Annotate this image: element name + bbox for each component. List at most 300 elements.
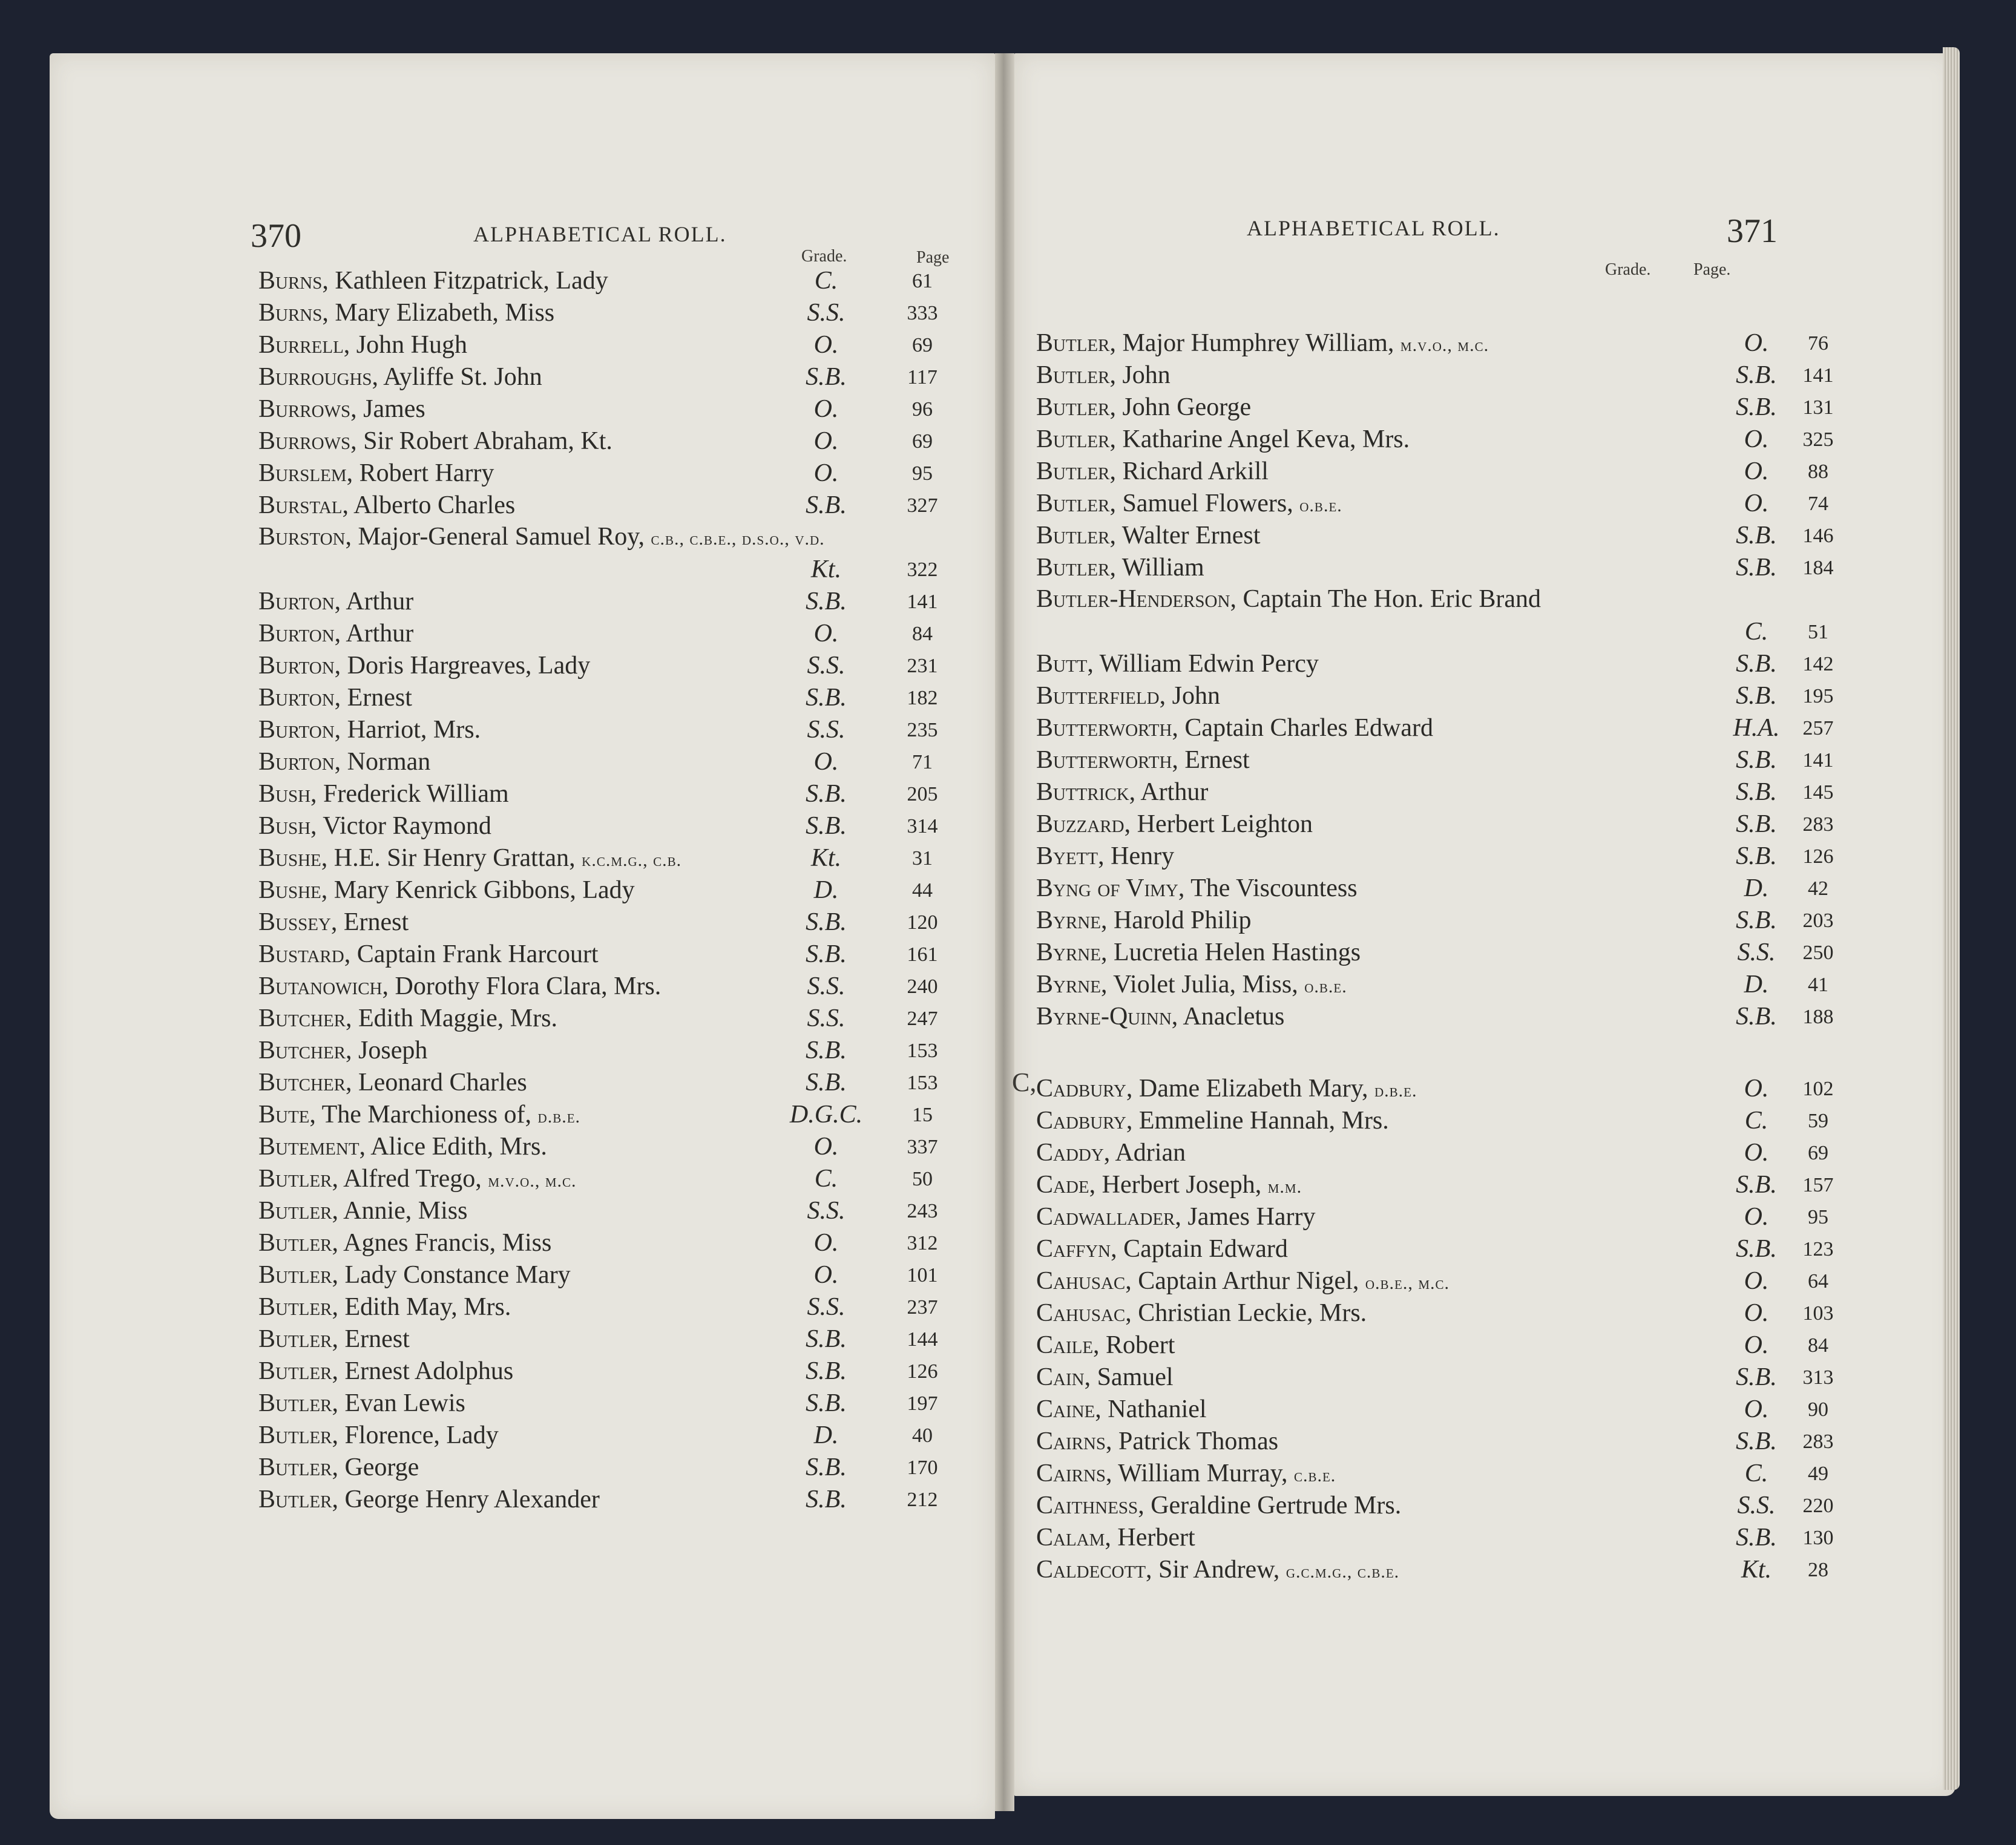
roll-entry [1036, 1105, 1932, 1137]
entry-surname: Butler [1036, 393, 1110, 421]
entry-surname: Butler [1036, 457, 1110, 485]
entry-forenames: , Leonard Charles [346, 1069, 527, 1096]
entry-grade: S.B. [1736, 906, 1777, 934]
roll-entry [1036, 969, 1932, 1001]
entry-honours: o.b.e. [1304, 977, 1347, 997]
entry-grade: O. [813, 427, 839, 455]
entry-surname: Caddy [1036, 1139, 1104, 1167]
entry-page: 126 [907, 1360, 938, 1383]
roll-entry [1036, 1426, 1932, 1458]
roll-entry [1036, 712, 1932, 744]
entry-forenames: , Ernest [1172, 746, 1250, 774]
entry-grade: D.G.C. [789, 1101, 863, 1129]
roll-entry [1036, 873, 1932, 905]
entry-forenames: , Herbert Leighton [1124, 810, 1313, 838]
entry-page: 84 [1808, 1334, 1828, 1357]
roll-entry [1036, 359, 1932, 392]
entry-page: 250 [1802, 942, 1834, 964]
roll-entry [1036, 1490, 1932, 1522]
entry-forenames: , Katharine Angel Keva, Mrs. [1109, 425, 1410, 453]
entry-surname: Butterworth [1036, 746, 1172, 774]
entry-name [1036, 1362, 1174, 1394]
entry-grade: O. [813, 620, 839, 647]
entry-surname: Burrows [258, 427, 351, 455]
entry-forenames: , Sir Robert Abraham, Kt. [350, 427, 612, 455]
entry-grade: O. [1744, 1299, 1769, 1327]
roll-entry [258, 939, 1015, 971]
entry-name [258, 714, 481, 746]
entry-grade: S.B. [1736, 393, 1777, 421]
entry-page: 101 [907, 1264, 938, 1286]
entry-page: 333 [907, 302, 938, 324]
roll-entry [258, 1259, 1015, 1291]
entry-page: 313 [1802, 1366, 1834, 1389]
roll-entry [1036, 584, 1932, 648]
entry-name [258, 1035, 427, 1067]
entry-name [258, 586, 413, 618]
entry-grade: O. [1744, 457, 1769, 485]
roll-entry [258, 1323, 1015, 1355]
roll-entry [1036, 1169, 1932, 1201]
entry-name [1036, 1001, 1284, 1033]
entry-page: 153 [907, 1072, 938, 1094]
entry-name [258, 778, 509, 810]
entry-forenames: , H.E. Sir Henry Grattan, [321, 844, 576, 872]
entry-forenames: , William Murray, [1106, 1460, 1288, 1487]
entry-grade: H.A. [1733, 714, 1780, 742]
entry-name [258, 971, 661, 1003]
entry-page: 146 [1802, 525, 1834, 547]
roll-entry [258, 1195, 1015, 1227]
entry-name [1036, 1137, 1186, 1169]
entry-grade: S.B. [1736, 1235, 1777, 1263]
entry-forenames: , Violet Julia, Miss, [1100, 971, 1298, 998]
entry-grade: S.B. [806, 1357, 847, 1385]
entry-forenames: , Arthur [334, 620, 414, 647]
entry-surname: Byrne-Quinn [1036, 1003, 1172, 1031]
entry-surname: Caithness [1036, 1492, 1138, 1519]
entry-grade: O. [1744, 1267, 1769, 1295]
entry-grade: O. [1744, 490, 1769, 517]
entry-surname: Burns [258, 267, 323, 295]
roll-entry [258, 490, 1015, 522]
entry-surname: Butler [258, 1293, 332, 1321]
roll-entry [1036, 1233, 1932, 1265]
entry-forenames: , Patrick Thomas [1106, 1427, 1279, 1455]
entry-page: 257 [1802, 717, 1834, 739]
entry-forenames: , Lady Constance Mary [332, 1261, 571, 1289]
entry-page: 44 [912, 879, 933, 902]
page-edges [1943, 47, 1960, 1790]
roll-entry [258, 361, 1015, 393]
entry-page: 59 [1808, 1110, 1828, 1132]
entry-page: 40 [912, 1424, 933, 1447]
entry-forenames: , Sir Andrew, [1146, 1556, 1280, 1584]
entry-surname: Cadwallader [1036, 1203, 1175, 1231]
entry-page: 61 [912, 270, 933, 292]
entry-surname: Butler [258, 1261, 332, 1289]
entry-name [1036, 1426, 1278, 1458]
entry-forenames: , John [1109, 361, 1171, 389]
entry-forenames: , Dorothy Flora Clara, Mrs. [382, 972, 662, 1000]
entry-forenames: , Geraldine Gertrude Mrs. [1138, 1492, 1402, 1519]
entry-surname: Byett [1036, 842, 1098, 870]
roll-entry [258, 1131, 1015, 1163]
roll-entry [1036, 392, 1932, 424]
entry-grade: D. [1744, 874, 1769, 902]
roll-entry [1036, 744, 1932, 776]
roll-entry [258, 522, 1015, 586]
roll-entry [258, 457, 1015, 490]
entry-name [1036, 744, 1250, 776]
entry-surname: Calam [1036, 1524, 1105, 1552]
entry-forenames: , Nathaniel [1095, 1395, 1207, 1423]
entry-name [1036, 969, 1347, 1003]
entry-page: 74 [1808, 493, 1828, 515]
entry-surname: Bute [258, 1101, 310, 1129]
entry-forenames: , Alberto Charles [342, 491, 516, 519]
entry-surname: Buzzard [1036, 810, 1125, 838]
entry-forenames: , The Marchioness of, [309, 1101, 532, 1129]
entry-forenames: , Anacletus [1171, 1003, 1285, 1031]
entry-grade: S.S. [807, 972, 845, 1000]
entry-forenames: , Alfred Trego, [332, 1165, 482, 1193]
entry-grade: O. [813, 1229, 839, 1257]
entry-surname: Cairns [1036, 1427, 1106, 1455]
roll-entry [258, 1035, 1015, 1067]
entry-grade: S.S. [807, 1293, 845, 1321]
entry-name [258, 650, 590, 682]
entry-surname: Caffyn [1036, 1235, 1111, 1263]
roll-entry [1036, 937, 1932, 969]
entry-page: 205 [907, 783, 938, 805]
roll-entry [258, 650, 1015, 682]
entry-page: 76 [1808, 332, 1828, 355]
entry-surname: Butterfield [1036, 682, 1160, 710]
entry-page: 220 [1802, 1495, 1834, 1517]
entry-name [1036, 1554, 1399, 1588]
entry-grade: S.B. [806, 684, 847, 712]
entry-name [1036, 1201, 1315, 1233]
entry-surname: Butler [1036, 522, 1110, 549]
entry-name [1036, 392, 1251, 424]
roll-entry [258, 906, 1015, 939]
roll-entry [258, 393, 1015, 425]
entry-name [1036, 1073, 1417, 1107]
entry-surname: Butler [258, 1357, 332, 1385]
entry-name [1036, 327, 1489, 361]
entry-grade: S.S. [1737, 939, 1776, 966]
entry-name [258, 393, 425, 425]
entry-name [1036, 873, 1358, 905]
entry-name [1036, 1297, 1367, 1329]
entry-forenames: , Herbert [1105, 1524, 1195, 1552]
entry-page: 170 [907, 1457, 938, 1479]
roll-entry [1036, 456, 1932, 488]
entry-honours: o.b.e. [1299, 496, 1342, 516]
entry-grade: O. [1744, 1075, 1769, 1103]
entry-page: 95 [1808, 1206, 1828, 1228]
entry-surname: Bustard [258, 940, 344, 968]
entry-forenames: , George Henry Alexander [332, 1486, 600, 1513]
entry-forenames: , Captain Charles Edward [1172, 714, 1433, 742]
entry-page: 145 [1802, 781, 1834, 804]
entry-surname: Butcher [258, 1004, 346, 1032]
entry-grade: C. [1744, 618, 1768, 646]
entry-surname: Butcher [258, 1069, 346, 1096]
entry-name [1036, 488, 1342, 522]
entry-forenames: , Henry [1098, 842, 1175, 870]
entry-name [258, 1388, 465, 1420]
entry-grade: Kt. [810, 555, 842, 583]
entry-grade: S.B. [806, 812, 847, 840]
entry-name [258, 842, 681, 876]
book-gutter [995, 53, 1014, 1811]
entry-name [258, 1484, 600, 1516]
entry-name [258, 618, 413, 650]
entry-name [258, 1259, 571, 1291]
running-header: ALPHABETICAL ROLL. [1247, 216, 1500, 240]
entry-surname: Cahusac [1036, 1267, 1126, 1295]
entry-forenames: , George [332, 1453, 419, 1481]
entry-forenames: , James [350, 395, 425, 423]
entry-forenames: , Frederick William [310, 780, 509, 808]
entry-forenames: , Richard Arkill [1109, 457, 1269, 485]
entry-surname: Butler [258, 1197, 332, 1225]
roll-entry [258, 1227, 1015, 1259]
entry-page: 69 [912, 334, 933, 356]
entry-page: 243 [907, 1200, 938, 1222]
roll-entry [1036, 1297, 1932, 1329]
entry-surname: Byng of Vimy [1036, 874, 1178, 902]
entry-surname: Byrne [1036, 906, 1101, 934]
entry-name [1036, 1329, 1175, 1362]
entry-grade: S.B. [806, 1389, 847, 1417]
entry-name [258, 522, 930, 554]
entry-page: 49 [1808, 1463, 1828, 1485]
roll-entry [1036, 680, 1932, 712]
entry-name [1036, 808, 1313, 841]
entry-honours: k.c.m.g., c.b. [582, 850, 682, 870]
entry-grade: C. [1744, 1460, 1768, 1487]
roll-entry [1036, 1362, 1932, 1394]
entry-grade: S.B. [806, 1037, 847, 1064]
entry-name [258, 1163, 577, 1197]
roll-entry [1036, 1137, 1932, 1169]
entry-grade: S.B. [1736, 1524, 1777, 1552]
entry-page: 141 [1802, 364, 1834, 387]
roll-entry [258, 1355, 1015, 1388]
entry-page: 69 [1808, 1142, 1828, 1164]
entry-grade: S.B. [1736, 682, 1777, 710]
entry-page: 50 [912, 1168, 933, 1190]
entry-page: 120 [907, 911, 938, 934]
entry-surname: Butler [258, 1421, 332, 1449]
entry-name [1036, 712, 1433, 744]
entry-name [1036, 937, 1361, 969]
entry-name [258, 457, 494, 490]
entry-page: 123 [1802, 1238, 1834, 1260]
entry-honours: d.b.e. [1374, 1081, 1417, 1101]
entry-honours: c.b., c.b.e., d.s.o., v.d. [651, 529, 825, 549]
entry-grade: S.S. [807, 299, 845, 327]
entry-page: 69 [912, 430, 933, 453]
entry-forenames: , Harold Philip [1100, 906, 1252, 934]
entry-surname: Burston [258, 523, 346, 551]
entry-grade: S.B. [1736, 810, 1777, 838]
roll-entry [258, 682, 1015, 714]
entry-page: 325 [1802, 428, 1834, 451]
roll-entry [1036, 488, 1932, 520]
entry-surname: Caile [1036, 1331, 1094, 1359]
entry-page: 126 [1802, 845, 1834, 868]
entry-name [258, 1195, 467, 1227]
entry-forenames: , Lucretia Helen Hastings [1100, 939, 1361, 966]
entry-grade: O. [1744, 1203, 1769, 1231]
entry-surname: Bussey [258, 908, 331, 936]
entry-page: 90 [1808, 1398, 1828, 1421]
entry-grade: Kt. [810, 844, 842, 872]
entry-name [258, 1227, 551, 1259]
entry-surname: Burroughs [258, 363, 372, 391]
entry-grade: D. [813, 876, 839, 904]
entry-name [1036, 359, 1171, 392]
entry-name [258, 265, 608, 297]
roll-entry [258, 1484, 1015, 1516]
entry-name [1036, 905, 1251, 937]
entry-grade: S.S. [1737, 1492, 1776, 1519]
page-column-header: Page [916, 248, 950, 267]
entry-name [258, 1099, 580, 1133]
entry-surname: Cadbury [1036, 1107, 1126, 1135]
entry-surname: Butanowich [258, 972, 383, 1000]
entry-surname: Butcher [258, 1037, 346, 1064]
entry-grade: Kt. [1741, 1556, 1772, 1584]
entry-forenames: , Captain Arthur Nigel, [1125, 1267, 1359, 1295]
entry-surname: Burrows [258, 395, 351, 423]
entry-surname: Butler [258, 1229, 332, 1257]
entry-forenames: , Norman [334, 748, 431, 776]
entry-name [258, 1291, 511, 1323]
entry-surname: Butler [258, 1389, 332, 1417]
entry-forenames: , John Hugh [343, 331, 467, 359]
entry-page: 337 [907, 1136, 938, 1158]
entry-surname: Butler [258, 1486, 332, 1513]
entry-grade: S.S. [807, 716, 845, 744]
entry-forenames: , Captain Frank Harcourt [344, 940, 599, 968]
entry-page: 96 [912, 398, 933, 421]
entry-name [258, 329, 467, 361]
entry-name [1036, 648, 1319, 680]
entry-grade: S.B. [806, 1069, 847, 1096]
entry-page: 88 [1808, 460, 1828, 483]
roll-entry [258, 746, 1015, 778]
entry-surname: Butler [258, 1325, 332, 1353]
roll-entry [258, 714, 1015, 746]
entry-page: 312 [907, 1232, 938, 1254]
entry-name [1036, 1169, 1302, 1203]
entry-forenames: , Ernest [334, 684, 412, 712]
entry-surname: Burton [258, 748, 335, 776]
roll-entry [258, 842, 1015, 874]
roll-entry [258, 1452, 1015, 1484]
roll-entry [258, 1420, 1015, 1452]
entry-surname: Burton [258, 620, 335, 647]
roll-entry [258, 1099, 1015, 1131]
entry-grade: O. [1744, 1139, 1769, 1167]
roll-entry [1036, 1522, 1932, 1554]
entry-forenames: , Harriot, Mrs. [334, 716, 481, 744]
entry-page: 161 [907, 943, 938, 966]
entry-name [258, 490, 515, 522]
entry-surname: Butler [258, 1453, 332, 1481]
entry-name [258, 1452, 419, 1484]
roll-entry [1036, 776, 1932, 808]
entry-grade: S.S. [807, 1004, 845, 1032]
entry-page: 314 [907, 815, 938, 837]
entry-grade: S.B. [806, 1325, 847, 1353]
entry-forenames: , Christian Leckie, Mrs. [1125, 1299, 1367, 1327]
entry-surname: Bush [258, 812, 311, 840]
entry-grade: O. [1744, 1331, 1769, 1359]
entry-page: 71 [912, 751, 933, 773]
entry-grade: S.B. [1736, 746, 1777, 774]
entry-page: 41 [1808, 974, 1828, 996]
entry-forenames: , Edith May, Mrs. [332, 1293, 511, 1321]
entry-forenames: , Joseph [346, 1037, 428, 1064]
entry-forenames: , Captain Edward [1111, 1235, 1288, 1263]
page-number: 370 [251, 217, 301, 255]
entry-page: 327 [907, 494, 938, 517]
roll-entry [1036, 905, 1932, 937]
entry-surname: Butler [1036, 490, 1110, 517]
entry-honours: c.b.e. [1293, 1466, 1336, 1486]
entry-name [1036, 424, 1410, 456]
roll-entry [1036, 1265, 1932, 1297]
left-page [50, 53, 995, 1819]
entry-grade: S.B. [806, 940, 847, 968]
entry-surname: Bushe [258, 844, 321, 872]
entry-surname: Cairns [1036, 1460, 1106, 1487]
entry-grade: S.B. [1736, 554, 1777, 582]
roll-entry [1036, 841, 1932, 873]
entry-forenames: , Captain The Hon. Eric Brand [1230, 585, 1542, 613]
entry-name [1036, 520, 1260, 552]
entry-surname: Burton [258, 588, 335, 615]
entry-list [1036, 327, 1932, 1033]
page-column-header: Page. [1693, 260, 1731, 279]
entry-grade: O. [813, 1261, 839, 1289]
entry-surname: Butement [258, 1133, 360, 1161]
roll-entry [1036, 808, 1932, 841]
roll-entry [258, 265, 1015, 297]
entry-name [1036, 456, 1269, 488]
roll-entry [258, 329, 1015, 361]
entry-name [258, 939, 599, 971]
entry-name [258, 746, 430, 778]
roll-entry [1036, 327, 1932, 359]
entry-grade: C. [814, 1165, 838, 1193]
entry-name [1036, 680, 1220, 712]
roll-entry [1036, 1073, 1932, 1105]
entry-grade: O. [813, 748, 839, 776]
entry-grade: S.B. [1736, 361, 1777, 389]
entry-surname: Burslem [258, 459, 347, 487]
entry-forenames: , Robert [1093, 1331, 1175, 1359]
entry-forenames: , John George [1109, 393, 1252, 421]
entry-forenames: , Ayliffe St. John [372, 363, 542, 391]
roll-entry [1036, 552, 1932, 584]
